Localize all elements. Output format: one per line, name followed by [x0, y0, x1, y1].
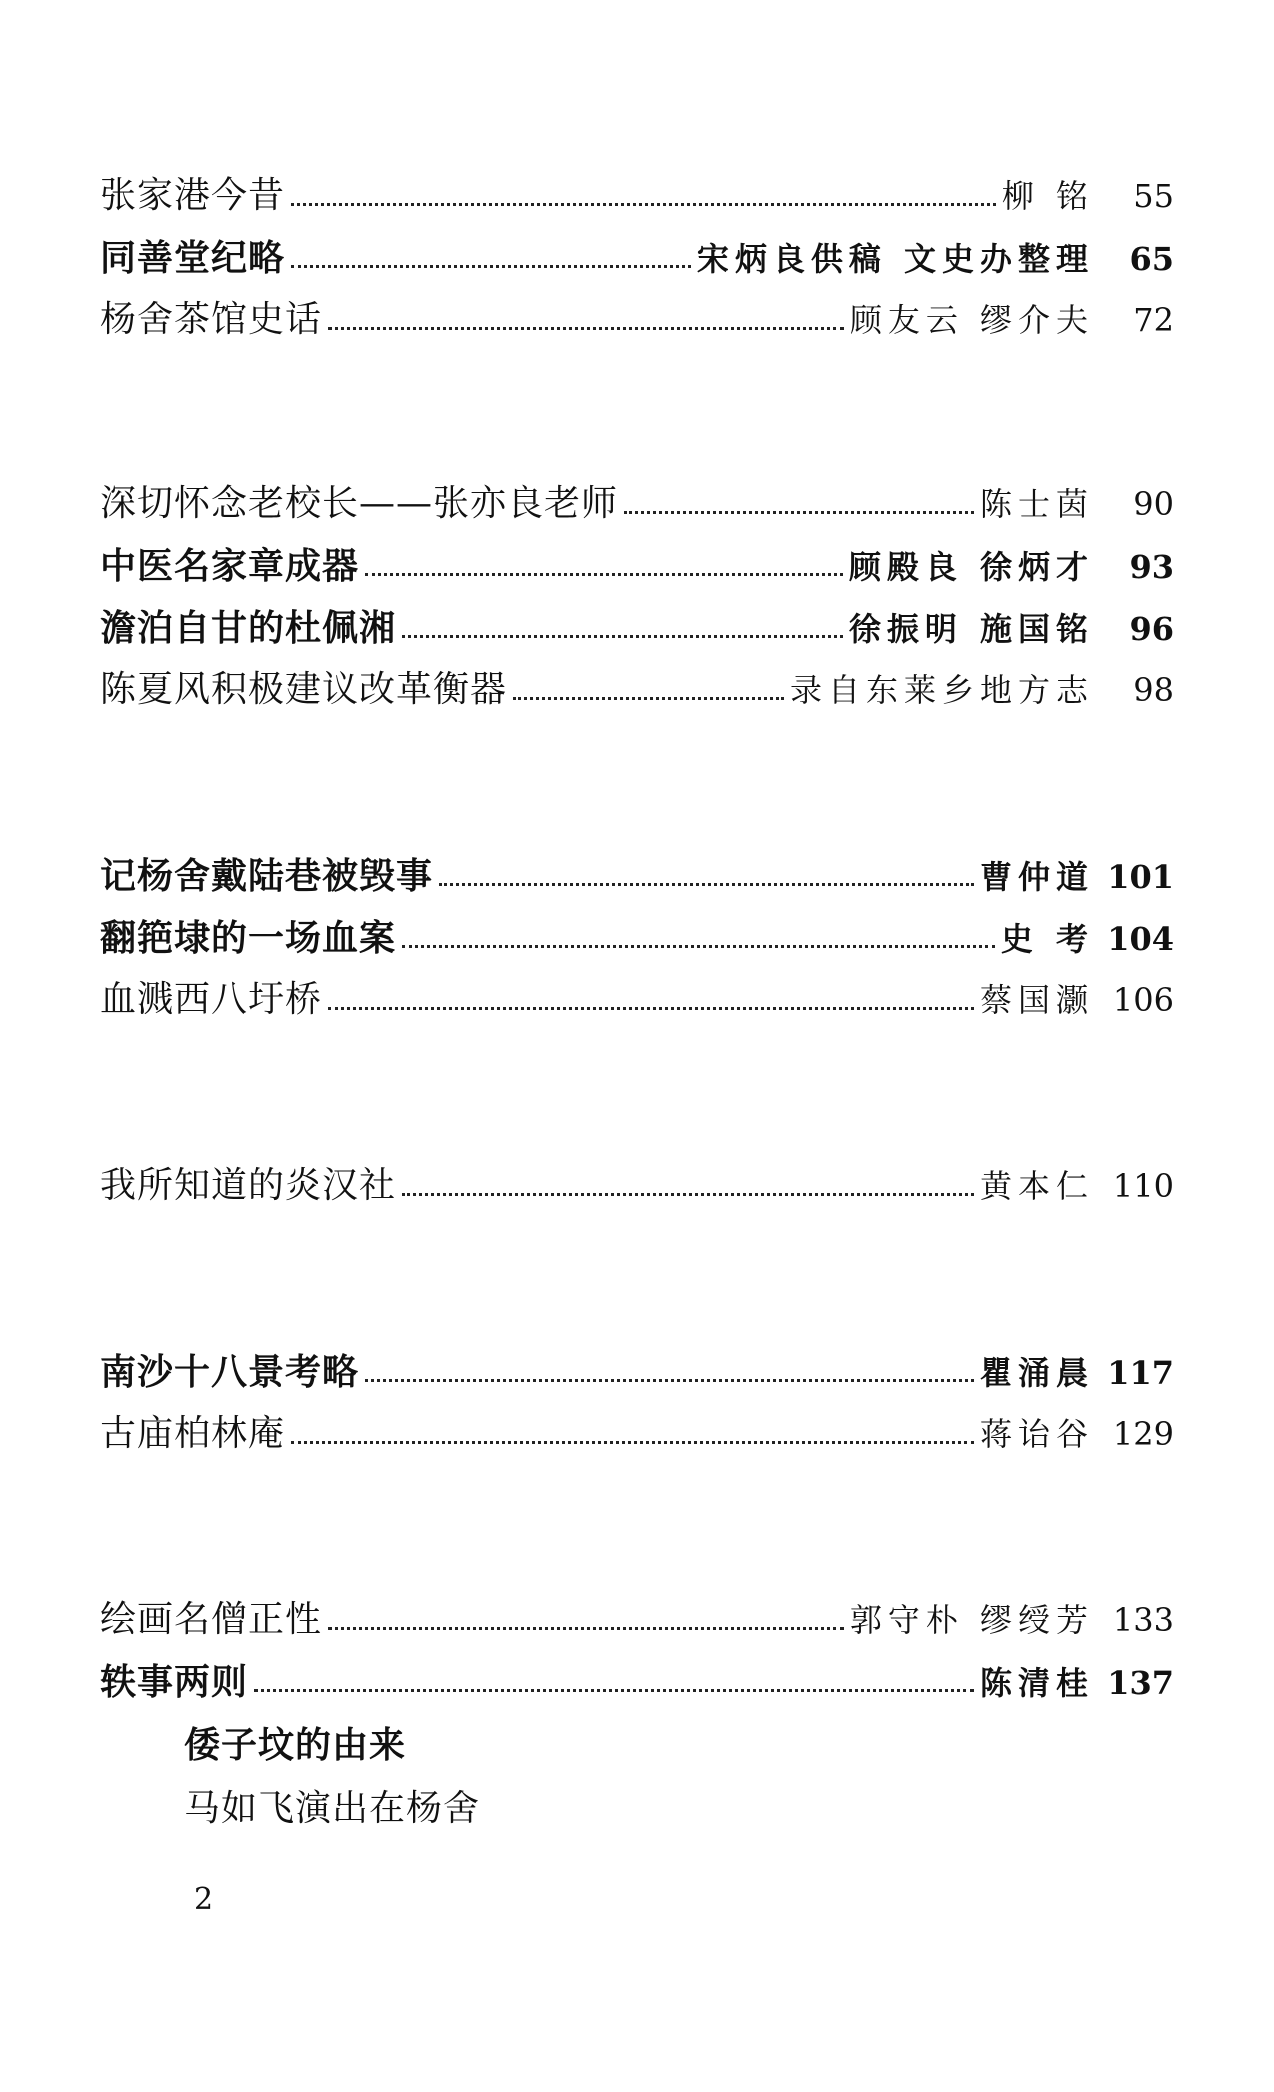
dot-leader — [402, 635, 843, 638]
entry-page: 101 — [1107, 858, 1174, 896]
toc-section — [100, 473, 1174, 721]
entry-author: 顾殿良 徐炳才 — [848, 548, 1094, 586]
entry-page: 93 — [1129, 548, 1174, 586]
entry-author: 蔡国灏 — [979, 981, 1094, 1019]
entry-page: 55 — [1133, 177, 1174, 215]
toc-entry — [100, 227, 1174, 289]
entry-title: 绘画名僧正性 — [100, 1599, 323, 1640]
page-number: 2 — [194, 1882, 214, 1917]
toc-entry — [100, 597, 1174, 659]
table-of-contents — [100, 165, 1174, 1841]
toc-entry — [100, 969, 1174, 1031]
entry-page: 117 — [1107, 1354, 1174, 1392]
entry-title: 我所知道的炎汉社 — [100, 1165, 397, 1206]
entry-author: 顾友云 缪介夫 — [849, 301, 1094, 339]
entry-title: 张家港今昔 — [100, 175, 286, 216]
dot-leader — [328, 1007, 974, 1010]
toc-entry — [100, 1341, 1174, 1403]
dot-leader — [291, 1441, 974, 1444]
toc-section — [100, 845, 1174, 1031]
dot-leader — [402, 1193, 974, 1196]
entry-title: 中医名家章成器 — [100, 545, 360, 587]
toc-subentry: 马如飞演出在杨舍 — [184, 1788, 481, 1829]
entry-author: 郭守朴 缪绶芳 — [849, 1601, 1094, 1639]
entry-title: 古庙柏林庵 — [100, 1413, 286, 1454]
dot-leader — [513, 697, 784, 700]
dot-leader — [365, 573, 843, 576]
toc-entry — [100, 1589, 1174, 1651]
entry-author: 录自东莱乡地方志 — [789, 671, 1094, 709]
toc-entry — [100, 907, 1174, 969]
entry-author: 徐振明 施国铭 — [848, 610, 1094, 648]
entry-author: 陈士茵 — [979, 485, 1094, 523]
entry-author: 陈清桂 — [979, 1664, 1094, 1702]
entry-title: 记杨舍戴陆巷被毁事 — [100, 855, 434, 897]
toc-entry — [100, 1155, 1174, 1217]
entry-page: 110 — [1112, 1167, 1174, 1205]
entry-title: 澹泊自甘的杜佩湘 — [100, 607, 397, 649]
entry-author: 宋炳良供稿 文史办整理 — [696, 240, 1094, 278]
toc-entry — [100, 473, 1174, 535]
entry-title: 陈夏风积极建议改革衡器 — [100, 669, 508, 710]
dot-leader — [365, 1379, 974, 1382]
dot-leader — [254, 1689, 974, 1692]
entry-author: 史 考 — [1000, 920, 1094, 958]
entry-page: 129 — [1112, 1415, 1174, 1453]
entry-author: 曹仲道 — [979, 858, 1094, 896]
toc-section — [100, 165, 1174, 351]
dot-leader — [291, 203, 996, 206]
dot-leader — [328, 1627, 844, 1630]
entry-page: 106 — [1112, 981, 1174, 1019]
entry-page: 90 — [1133, 485, 1174, 523]
toc-entry — [100, 1651, 1174, 1713]
entry-title: 血溅西八圩桥 — [100, 979, 323, 1020]
toc-subentry: 倭子坟的由来 — [184, 1724, 407, 1766]
dot-leader — [624, 511, 974, 514]
toc-entry — [100, 1403, 1174, 1465]
entry-title: 深切怀念老校长——张亦良老师 — [100, 483, 619, 524]
toc-section — [100, 1155, 1174, 1217]
toc-entry — [100, 165, 1174, 227]
toc-section — [100, 1589, 1174, 1841]
dot-leader — [402, 945, 995, 948]
toc-entry — [100, 845, 1174, 907]
entry-author: 瞿涌晨 — [979, 1354, 1094, 1392]
entry-author: 柳 铭 — [1001, 177, 1094, 215]
entry-title: 翻筢埭的一场血案 — [100, 917, 397, 959]
toc-entry — [100, 659, 1174, 721]
toc-entry — [100, 289, 1174, 351]
entry-author: 黄本仁 — [979, 1167, 1094, 1205]
entry-author: 蒋诒谷 — [979, 1415, 1094, 1453]
entry-title: 杨舍茶馆史话 — [100, 299, 323, 340]
entry-page: 65 — [1129, 240, 1174, 278]
entry-page: 72 — [1133, 301, 1174, 339]
dot-leader — [328, 327, 844, 330]
entry-title: 南沙十八景考略 — [100, 1351, 360, 1393]
dot-leader — [439, 883, 974, 886]
entry-title: 同善堂纪略 — [100, 237, 286, 279]
entry-page: 96 — [1129, 610, 1174, 648]
entry-page: 133 — [1112, 1601, 1174, 1639]
entry-page: 137 — [1107, 1664, 1174, 1702]
entry-page: 98 — [1133, 671, 1174, 709]
entry-page: 104 — [1107, 920, 1174, 958]
toc-entry — [100, 535, 1174, 597]
entry-title: 轶事两则 — [100, 1661, 249, 1703]
toc-section — [100, 1341, 1174, 1465]
dot-leader — [291, 265, 691, 268]
